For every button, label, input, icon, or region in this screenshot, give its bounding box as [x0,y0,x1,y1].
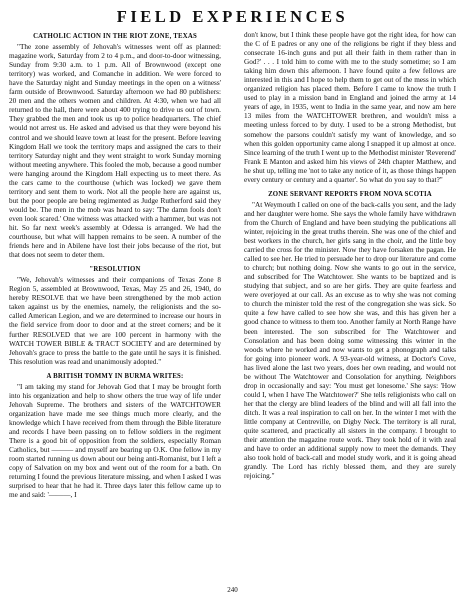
left-column [9,31,221,500]
report-paragraph: "At Weymouth I called on one of the back-calls you sent, and the lady and her daughter were home. She says the whole family have withdrawn from the Church of England and have been studying the publications all winter, rejoicing in the great truths therein. She was one of the chief and best workers in the church, her girls sang in the choir, and the little boy carried the cross for the minister. Now they have forsaken the pagan. He called to see her. He tried to persuade her to drop our literature and come to church; but nothing doing. Now she wants to go out in the service, and subscribed for The Watchtower. She wants to be baptized and is studying that subject, and so are her girls. They are quite fearless and were overjoyed at our call. As an excuse as to why she was not coming to church the minister told the rest of the congregation she was sick. So quite a few have called to see how she was, and this has given her a good chance to witness to them too. Another family at North Range have been interested. The son subscribed for The Watchtower and Consolation and has been doing some witnessing this winter in the woods where he worked and now wants to get a phonograph and talks for going into pioneer work. A 93-year-old witness, at Doctor's Cove, has lived alone the last two years, does her own reading, and would not be without The Watchtower and Consolation for anything. Neighbors drop in occasionally and say: 'You must get lonesome.' She says: 'How could I, when I have The Watchtower?' She tells religionists who call on her that the clergy are blind leaders of the blind and will all fall into the ditch. It was a real inspiration to call on her. In the winter I met with the little company at Centreville, on Digby Neck. The territory is all rural, quite scattered, and practically all sisters in the company. I brought to their attention the magazine route work. They took hold of it with zeal and have to order an additional supply now to meet the demands. They also took hold of back-call and model study work, and it is going ahead grandly. The Lord has richly blessed them, and they are surely rejoicing." [244,200,456,481]
letter-paragraph: "I am taking my stand for Jehovah God that I may be brought forth into his organization and help to show others the true way of life under Jehovah Supreme. The brothers and sisters of the WATCHTOWER organization have made me see things much more clearly, and the knowledge which I have received from them through the Bible literature and records I have been passing on to fellow soldiers in the regiment There is a good bit of opposition from the soldiers, especially Roman Catholics, but ——— and myself are bearing up O.K. One fellow in my room started running us down about our being anti-Romanist, but I left a copy of Salvation on my box and went out of the room for a bath. On returning I found the previous literature missing, and when I asked I was surprised to hear that he had it. Three days later this fellow came up to me and said: '———, I [9,382,221,500]
section-title-nova-scotia: ZONE SERVANT REPORTS FROM NOVA SCOTIA [268,190,432,198]
page-number: 240 [227,586,238,594]
letter-continuation: don't know, but I think these people have got the right idea, for how can the C of E padres or any one of the religions be right if they bless and consecrate 16-inch guns and put all their faith in them rather than in God?' . . . I told him to come with me to the study sometime; so I am taking him down this afternoon. I have found quite a few fellows are interested in this and I hope to help them to get out of the mess in which organized religion has placed them. Before I came to know the truth I used to play in a mission band in England and joined the army at 14 years of age, in 1935, went to India in the same year, and now am here 13 miles from the WATCHTOWER brethren, and wouldn't miss a meeting unless forced to by duty. I used to be a strong Methodist, but somehow the parsons couldn't satisfy my want of knowledge, and so when this golden opportunity came along I snapped it up almost at once. Since learning of the truth I went up to the Methodist minister 'Reverend' Frank E Manton and asked him his views of 24th chapter Matthew, and he shut up, telling me 'not to take any notice of it, as those things happen every century or century and a quarter'. So what do you say to that?" [244,31,457,184]
section-title-resolution: "RESOLUTION [89,266,141,274]
section-title-british-tommy: A BRITISH TOMMY IN BURMA WRITES: [46,372,184,380]
resolution-paragraph: "We, Jehovah's witnesses and their companions of Texas Zone 8 Region 5, assembled at Brownwood, Texas, May 25 and 26, 1940, do hereby RESOLVE that we have been strengthened by the mob action taken against us by the enemies, namely, the religionists and the so-called American Legion, and we are determined to increase our hours in the field service from door to door and at the street corners; and be it further RESOLVED that we are 100 percent in harmony with the WATCH TOWER BIBLE & TRACT SOCIETY and are determined by Jehovah's grace to press the battle to the gate until he says it is finished. This resolution was read and unanimously adopted." [9,276,221,366]
section-title-catholic-action: CATHOLIC ACTION IN THE RIOT ZONE, TEXAS [33,33,197,40]
right-column [244,31,456,481]
page-header: FIELD EXPERIENCES [116,7,349,26]
article-paragraph: "The zone assembly of Jehovah's witnesses went off as planned: magazine work, Saturday from 2 to 4 p.m., and door-to-door witnessing, Sunday from 9:30 a.m. to 1 p.m. All of Brownwood (except one territory) was worked, and Comanche in addition. We were forced to have the Saturday night and Sunday meetings in the open on a witness' farm outside of Brownwood. Saturday afternoon we had 80 publishers: 20 men and the others women and children. At 4:30, when we had all returned to the hall, there were about 400 trying to drive us out of town. They grabbed the men and took us up to police headquarters. The chief would not arrest us. He asked and advised us that they were beyond his control and we should leave town at least for the present. Before leaving Kingdom Hall we took the territory maps and assigned the cars to their territory Saturday night and they went straight to work Sunday morning without meeting anywhere. This fooled the mob, because a good number were hanging around the Kingdom Hall expecting us to meet there. As the cars came to the courthouse (which was locked) we gave them territory and sent them to work. Not all the people here are against us, but the poor people are being regimented as Judge Rutherford said they would be. The men in the mob was heard to say: 'The damn fools don't even look scared.' One witness was attacked with a hammer, but was not hit. So far next week's assembly at Odessa is arranged. We had the courthouse, but what will happen remains to be seen. A number of the friends here and in Abilene have lost their jobs because of the riot, but that does not seem to deter them. [9,43,221,260]
